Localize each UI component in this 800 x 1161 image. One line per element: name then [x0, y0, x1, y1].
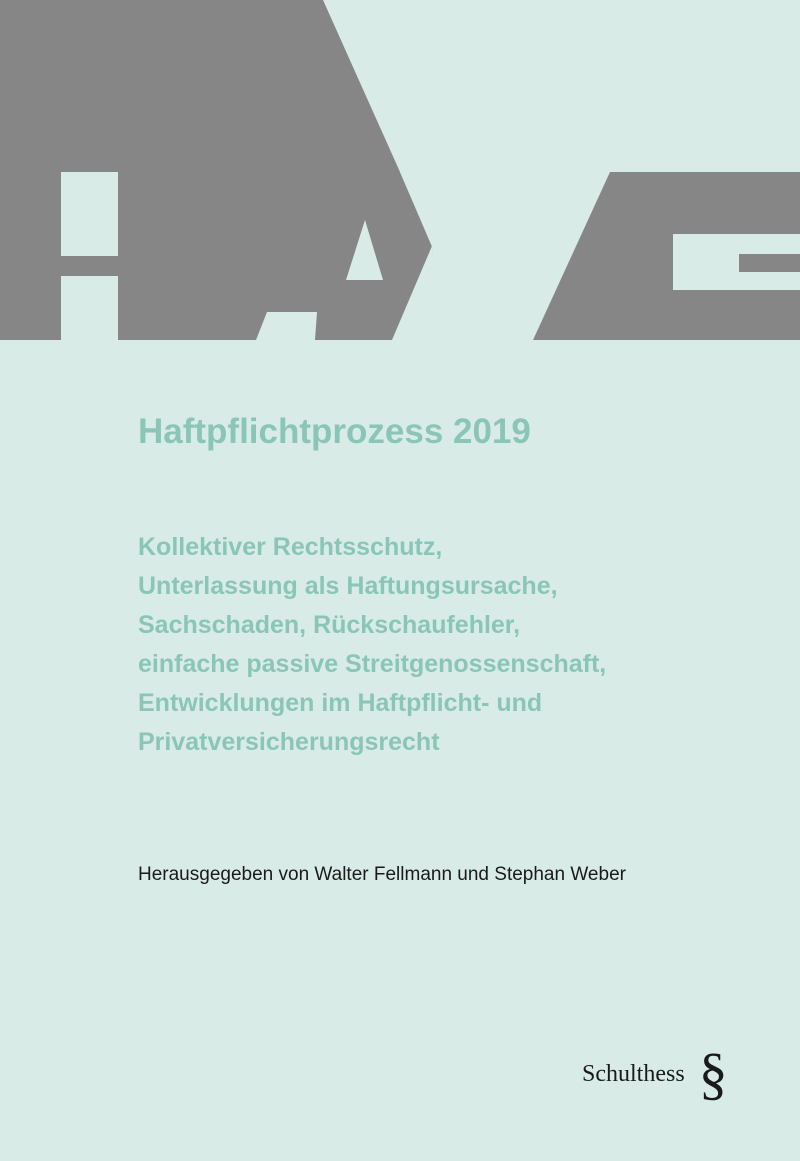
book-title: Haftpflichtprozess 2019 — [138, 412, 531, 451]
subtitle-line: Unterlassung als Haftungsursache, — [138, 572, 558, 600]
publisher-name: Schulthess — [582, 1061, 685, 1087]
logo-letter-v — [400, 172, 673, 340]
publisher-logo — [582, 1041, 728, 1106]
subtitle-line: Entwicklungen im Haftpflicht- und — [138, 689, 543, 717]
subtitle-line: einfache passive Streitgenossenschaft, — [138, 650, 607, 678]
subtitle-line: Privatversicherungsrecht — [138, 728, 440, 756]
logo-letter-a — [179, 172, 442, 340]
logo-letter-h — [0, 172, 179, 340]
section-sign-icon: § — [698, 1041, 728, 1106]
book-subtitle — [138, 528, 606, 762]
editors-line: Herausgegeben von Walter Fellmann und Stephan Weber — [138, 864, 626, 885]
subtitle-line: Sachschaden, Rückschaufehler, — [138, 611, 521, 639]
logo-letter-e — [673, 172, 800, 340]
logo-gray-band — [0, 0, 400, 172]
subtitle-line: Kollektiver Rechtsschutz, — [138, 533, 443, 561]
have-logo-icon — [0, 0, 800, 340]
